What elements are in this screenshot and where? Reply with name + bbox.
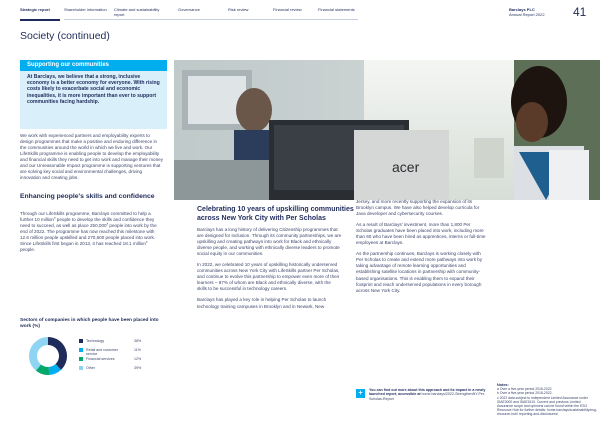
nav-active-underline bbox=[20, 19, 60, 21]
report-link-box[interactable] bbox=[356, 388, 488, 414]
per-scholas-heading: Celebrating 10 years of upskilling communities across New York City with Per Scholas bbox=[197, 206, 354, 222]
lifeskills-text-b: people to develop the skills and confidence they need to succeed, as well as place 250,000 bbox=[20, 217, 155, 229]
footnotes bbox=[497, 383, 597, 417]
nav-tab-strategic-report[interactable]: Strategic report bbox=[20, 7, 50, 12]
legend-item bbox=[79, 366, 165, 375]
office-photo bbox=[174, 60, 600, 200]
note-c: c 2022 data subject to independent Limited Assurance under ISAE3000 and ISAE3410. Current and previous Limited Assurance scope and opinions can be found within the ESG Resource Hub for further details: home.barclays/sustainability/esg-resource-hub/ reporting-and-disclosures/ bbox=[497, 395, 597, 417]
legend-swatch bbox=[79, 348, 83, 352]
legend-item bbox=[79, 357, 165, 366]
legend-label: Other bbox=[86, 366, 95, 370]
footnote-a: a bbox=[106, 222, 109, 226]
partnership-text bbox=[356, 199, 486, 294]
report-link-text[interactable] bbox=[369, 388, 487, 401]
partnership-para-1: Jersey, and more recently supporting the expansion of its Brooklyn campus. We have also helped develop curricula for Java developer and cybersecurity courses. bbox=[356, 199, 480, 217]
lifeskills-paragraph bbox=[20, 211, 160, 253]
per-scholas-para-1: Barclays has a long history of delivering Citizenship programmes that are designed for inclusion. Through its community partnerships, we are upskilling and creating pathways into work for Black and ethnically diverse people, and working with ethnically diverse leaders to promote social equity in our communities. bbox=[197, 227, 342, 257]
callout-text: At Barclays, we believe that a strong, inclusive economy is a better economy for everyone. With rising costs likely to exacerbate social and economic inequalities, it is more important than ever to support communities facing hardship. bbox=[27, 74, 160, 105]
sectors-donut-chart bbox=[28, 336, 68, 376]
footnote-a: a bbox=[145, 240, 148, 244]
donut-slice-technology bbox=[48, 337, 67, 370]
legend-value: 11% bbox=[134, 348, 141, 352]
nav-underline bbox=[64, 19, 358, 20]
brand-subtitle: Annual Report 2022 bbox=[509, 12, 545, 17]
notes-heading: Notes: bbox=[497, 383, 509, 387]
legend-value: 38% bbox=[134, 339, 142, 343]
nav-tab-climate-report[interactable]: Climate and sustainability report bbox=[114, 7, 160, 17]
sectors-chart-heading: Sectors of companies in which people have been placed into work (%) bbox=[20, 318, 159, 329]
legend-swatch bbox=[79, 357, 83, 361]
page-title: Society (continued) bbox=[20, 30, 110, 42]
svg-text:acer: acer bbox=[392, 159, 420, 175]
legend-value: 39% bbox=[134, 366, 142, 370]
report-link-url[interactable]: home.barclays/2022-StrengthenNY-Per-Scholas-Report bbox=[369, 392, 486, 401]
note-b: b Over a five-year period 2018-2022. bbox=[497, 391, 553, 396]
lifeskills-text-d: people. bbox=[20, 247, 36, 253]
per-scholas-para-3: Barclays has played a key role in helping Per Scholas to launch technology training campuses in Brooklyn and in Newark, New bbox=[197, 297, 327, 309]
plus-icon: + bbox=[356, 389, 365, 398]
legend-item bbox=[79, 339, 165, 348]
enhancing-skills-heading: Enhancing people's skills and confidence bbox=[20, 193, 155, 200]
photo-illustration bbox=[174, 60, 600, 200]
footnote-a: a bbox=[53, 216, 56, 220]
legend-item bbox=[79, 348, 165, 357]
per-scholas-para-2: In 2022, we celebrated 10 years of upskilling historically underserved communities across New York City with LifeSkills partner Per Scholas, and continue to evolve this partnership to empower even more of their learners – 87% of whom are Black and ethnically diverse, with the skills to be successful in technology careers. bbox=[197, 262, 340, 292]
nav-tab-governance[interactable]: Governance bbox=[178, 7, 200, 12]
legend-swatch bbox=[79, 339, 83, 343]
legend-label: Financial services bbox=[86, 357, 115, 361]
callout-heading: Supporting our communities bbox=[20, 60, 167, 71]
lifeskills-text-c: people into work by the end of 2022. The programme has now reached this milestone with 12.6 million people upskilled and 270,600 people placed into work. Since LifeSkills first began in 2013, it has reached 18.1 million bbox=[20, 223, 157, 247]
partnership-para-2: As a result of Barclays' investment, more than 1,800 Per Scholas graduates have been placed into work, including more than 60 who have been hired as apprentices, interns or full-time employees at Barclays. bbox=[356, 222, 486, 246]
legend-swatch bbox=[79, 366, 83, 370]
sectors-legend bbox=[79, 339, 165, 375]
top-navigation bbox=[0, 0, 600, 26]
nav-tab-shareholder-information[interactable]: Shareholder information bbox=[64, 7, 107, 12]
nav-tab-financial-statements[interactable]: Financial statements bbox=[318, 7, 355, 12]
intro-paragraph: We work with experienced partners and employability experts to design programmes that make a positive and enduring difference in the communities around the world in which we live and work. Our LifeSkills programme is enabling people to develop the employability and financial skills they need to get into work and manage their money and our Unreasonable Impact programme is supporting ventures that are solving key social and environmental challenges, driving innovation and creating jobs. bbox=[20, 133, 164, 181]
nav-tab-risk-review[interactable]: Risk review bbox=[228, 7, 249, 12]
brand-block bbox=[509, 7, 545, 17]
legend-label: Technology bbox=[86, 339, 105, 343]
nav-tab-financial-review[interactable]: Financial review bbox=[273, 7, 302, 12]
legend-value: 12% bbox=[134, 357, 142, 361]
supporting-communities-callout bbox=[20, 60, 167, 129]
report-link-bold: You can find out more about this approach and its impact in a newly launched report, accessible at bbox=[369, 388, 486, 397]
donut-slice-other bbox=[29, 337, 48, 371]
legend-label: Retail and customer service bbox=[86, 348, 118, 356]
note-a: a Over a five-year period 2018-2022. bbox=[497, 387, 553, 392]
lifeskills-text-a: Through our LifeSkills programme, Barclays committed to help a further 10 million bbox=[20, 211, 151, 223]
per-scholas-text bbox=[197, 227, 342, 310]
partnership-para-3: As the partnership continues, Barclays is working closely with Per Scholas to create and extend more pathways into work by taking advantage of remote learning opportunities and establishing satellite locations in partnership with community-based organisations. This is enabling them to expand their footprint and reach underserved populations in every borough across New York City. bbox=[356, 251, 483, 293]
brand-name: Barclays PLC bbox=[509, 7, 535, 12]
page-number: 41 bbox=[573, 5, 587, 19]
